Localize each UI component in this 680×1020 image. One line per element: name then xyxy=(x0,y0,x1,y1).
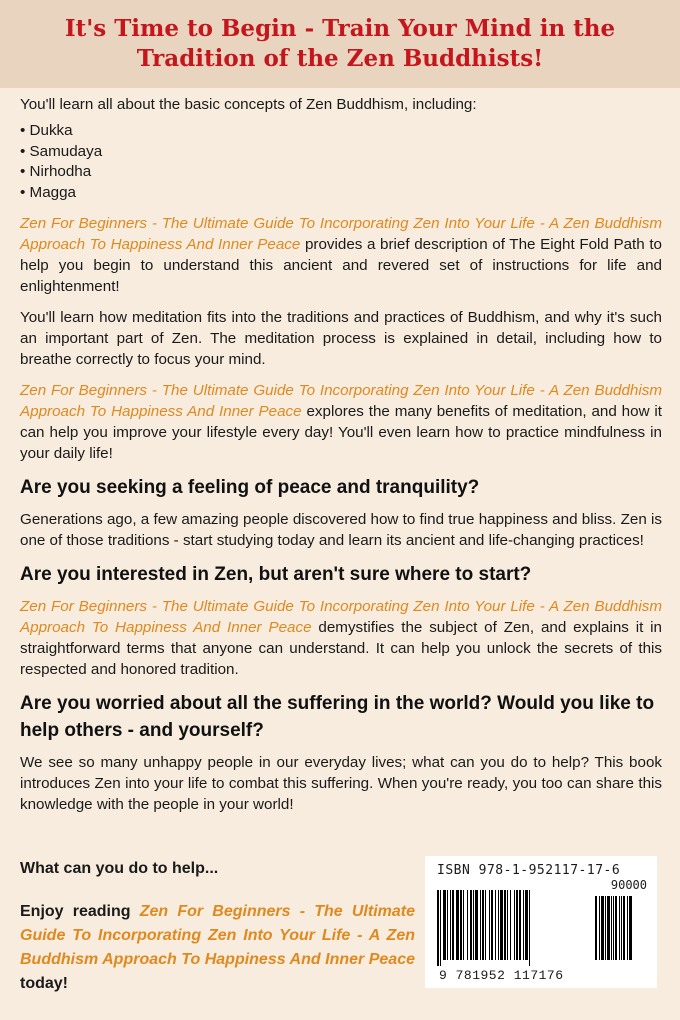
concept-item: • Nirhodha xyxy=(20,162,662,183)
barcode-bar xyxy=(456,890,459,960)
paragraph-unhappy: We see so many unhappy people in our everyday lives; what can you do to help? This book introduces Zen into your life to combat this suffering. When you're ready, you too can share this knowledge with the people in your world! xyxy=(20,754,662,813)
paragraph-demystifies xyxy=(20,596,662,680)
paragraph-text: explores the many benefits of meditation, and how it can help you improve your lifestyle every day! You'll even learn how to practice mindfulness in your daily life! xyxy=(20,403,663,462)
addon-bar xyxy=(619,896,620,960)
barcode-bar xyxy=(443,890,446,960)
addon-bar xyxy=(601,896,604,960)
paragraph-text: provides a brief description of The Eight Fold Path to help you begin to understand this ancient and revered set of instructions for life and enlightenment! xyxy=(20,236,663,295)
concept-item: • Magga xyxy=(20,183,662,204)
concepts-list xyxy=(20,121,662,203)
barcode-bar xyxy=(450,890,451,960)
barcode-bar xyxy=(491,890,493,960)
barcode-bar xyxy=(510,890,511,960)
title-line-1: It's Time to Begin - Train Your Mind in the xyxy=(64,15,616,42)
barcode-bar xyxy=(467,890,468,960)
barcode-bar xyxy=(470,890,472,960)
book-title: Zen For Beginners - The Ultimate Guide To Incorporating Zen Into Your Life - A Zen Buddhism Approach To Happiness And Inner Peace xyxy=(20,382,662,420)
barcode-bar xyxy=(475,890,478,960)
barcode-bar xyxy=(473,890,474,960)
barcode-bar xyxy=(485,890,486,960)
cta-suffix: today! xyxy=(20,975,68,992)
book-title: Zen For Beginners - The Ultimate Guide To Incorporating Zen Into Your Life - A Zen Buddhism Approach To Happiness And Inner Peace xyxy=(20,598,662,636)
addon-bar xyxy=(605,896,606,960)
barcode-bar xyxy=(507,890,508,960)
barcode-bars xyxy=(437,878,647,968)
barcode-bar xyxy=(460,890,462,960)
price-addon: 90000 xyxy=(610,878,647,892)
barcode-bar xyxy=(482,890,484,960)
barcode-bar xyxy=(523,890,524,960)
barcode-number: 9 781952 117176 xyxy=(439,968,564,983)
call-to-action xyxy=(20,860,415,996)
paragraph-meditation: You'll learn how meditation fits into the traditions and practices of Buddhism, and why it's such an important part of Zen. The meditation process is explained in detail, including how to breathe correctly to focus your mind. xyxy=(20,309,662,368)
barcode-bar xyxy=(514,890,515,960)
book-title: Zen For Beginners - The Ultimate Guide To Incorporating Zen Into Your Life - A Zen Buddhism Approach To Happiness And Inner Peace xyxy=(20,903,415,968)
barcode-bar xyxy=(504,890,506,960)
addon-bar xyxy=(595,896,597,960)
title-line-2: Tradition of the Zen Buddhists! xyxy=(136,45,544,72)
barcode-bar xyxy=(495,890,496,960)
cta-heading: What can you do to help... xyxy=(20,860,219,877)
heading-interested: Are you interested in Zen, but aren't sure where to start? xyxy=(20,564,532,585)
intro-text: You'll learn all about the basic concepts of Zen Buddhism, including: xyxy=(20,96,477,113)
addon-bar xyxy=(613,896,614,960)
addon-bar xyxy=(623,896,625,960)
addon-bar xyxy=(607,896,610,960)
concept-item: • Dukka xyxy=(20,121,662,142)
barcode-bar xyxy=(440,890,441,966)
barcode-bar xyxy=(500,890,503,960)
barcode-bar xyxy=(519,890,521,960)
page-title xyxy=(65,14,615,74)
addon-bar xyxy=(611,896,612,960)
barcode-bar xyxy=(480,890,481,960)
paragraph-generations: Generations ago, a few amazing people discovered how to find true happiness and bliss. Zen is one of those traditions - start studying today and learn its ancient and life-changing practices! xyxy=(20,511,662,549)
addon-bar xyxy=(627,896,628,960)
barcode-bar xyxy=(437,890,439,966)
barcode-bar xyxy=(498,890,499,960)
heading-suffering: Are you worried about all the suffering in the world? Would you like to help others - and yourself? xyxy=(20,693,655,741)
barcode-bar xyxy=(447,890,448,960)
barcode-bar xyxy=(463,890,464,960)
paragraph-benefits xyxy=(20,380,662,464)
addon-bar xyxy=(615,896,617,960)
addon-bar xyxy=(599,896,600,960)
barcode-bar xyxy=(452,890,454,960)
cta-prefix: Enjoy reading xyxy=(20,903,140,920)
heading-peace: Are you seeking a feeling of peace and tranquility? xyxy=(20,477,480,498)
barcode-bar xyxy=(529,890,530,966)
header-banner xyxy=(0,0,680,88)
description-body xyxy=(20,94,662,815)
book-title: Zen For Beginners - The Ultimate Guide To Incorporating Zen Into Your Life - A Zen Buddhism Approach To Happiness And Inner Peace xyxy=(20,215,662,253)
isbn-barcode xyxy=(425,856,657,988)
barcode-bar xyxy=(516,890,518,960)
barcode-bar xyxy=(489,890,490,960)
paragraph-text: demystifies the subject of Zen, and explains it in straightforward terms that anyone can understand. It can help you unlock the secrets of this respected and honored tradition. xyxy=(20,619,663,678)
cta-text xyxy=(20,900,415,996)
addon-bar xyxy=(621,896,622,960)
isbn-text: ISBN 978-1-952117-17-6 xyxy=(437,863,621,878)
barcode-bar xyxy=(525,890,528,960)
concept-item: • Samudaya xyxy=(20,142,662,163)
addon-bar xyxy=(629,896,632,960)
paragraph-eightfold-path xyxy=(20,213,662,297)
